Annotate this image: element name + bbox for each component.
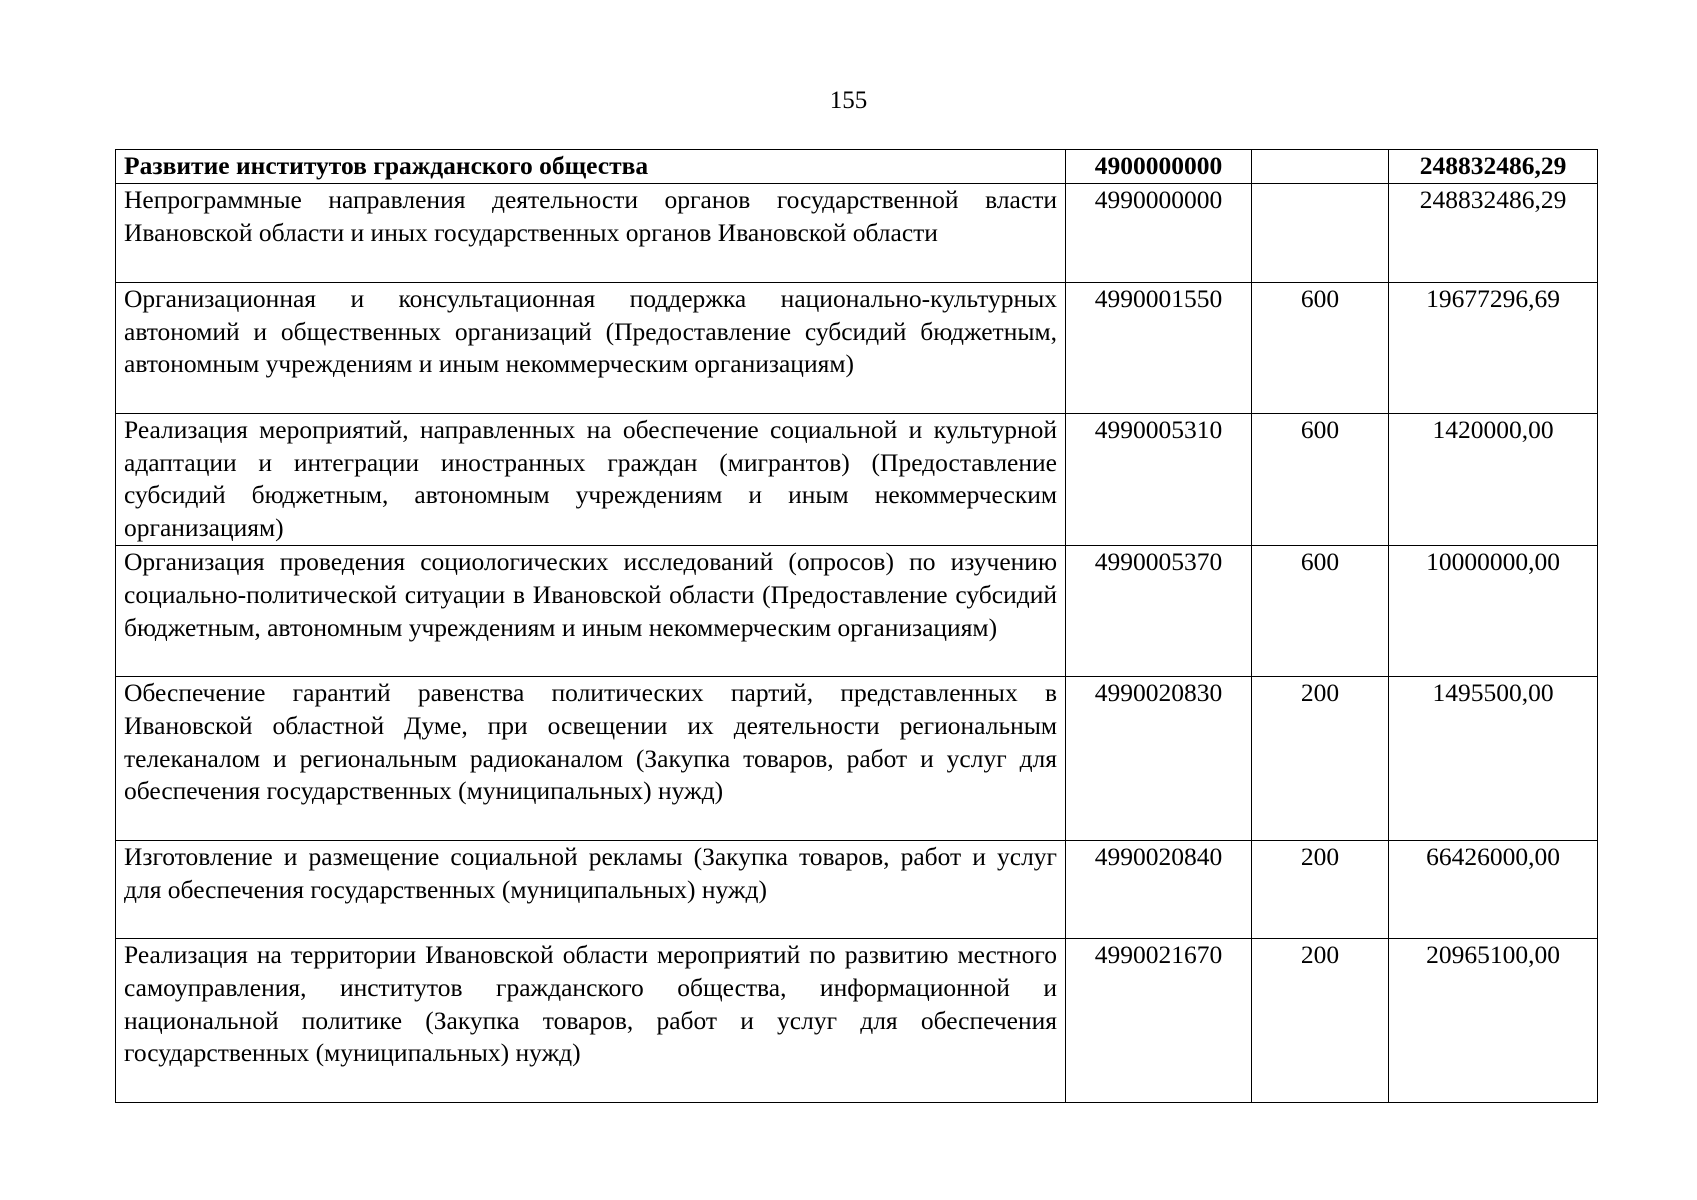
budget-table [115, 149, 1598, 1103]
row-amount-cell: 248832486,29 [1389, 150, 1598, 184]
table-row [116, 545, 1598, 676]
row-code-cell: 4900000000 [1066, 150, 1252, 184]
row-type-cell: 600 [1252, 545, 1389, 676]
row-code-cell: 4990020840 [1066, 840, 1252, 938]
row-name-cell: Реализация мероприятий, направленных на обеспечение социальной и культурной адаптации и интеграции иностранных граждан (мигрантов) (Предоставление субсидий бюджетным, автономным учреждениям и иным некоммерческим организациям) [116, 413, 1066, 545]
table-row [116, 282, 1598, 413]
row-name-cell: Организация проведения социологических исследований (опросов) по изучению социально-политической ситуации в Ивановской области (Предоставление субсидий бюджетным, автономным учреждениям и иным некоммерческим организациям) [116, 545, 1066, 676]
row-name-cell: Обеспечение гарантий равенства политических партий, представленных в Ивановской областной Думе, при освещении их деятельности региональным телеканалом и региональным радиоканалом (Закупка товаров, работ и услуг для обеспечения государственных (муниципальных) нужд) [116, 676, 1066, 840]
row-amount-cell: 19677296,69 [1389, 282, 1598, 413]
row-name-cell: Реализация на территории Ивановской области мероприятий по развитию местного самоуправления, институтов гражданского общества, информационной и национальной политике (Закупка товаров, работ и услуг для обеспечения государственных (муниципальных) нужд) [116, 938, 1066, 1102]
row-amount-cell: 248832486,29 [1389, 183, 1598, 282]
row-name-cell: Непрограммные направления деятельности органов государственной власти Ивановской области и иных государственных органов Ивановской области [116, 183, 1066, 282]
row-type-cell: 600 [1252, 282, 1389, 413]
table-row [116, 676, 1598, 840]
row-amount-cell: 1495500,00 [1389, 676, 1598, 840]
table-row [116, 840, 1598, 938]
row-type-cell: 200 [1252, 840, 1389, 938]
table-row [116, 938, 1598, 1102]
row-name-cell: Изготовление и размещение социальной рекламы (Закупка товаров, работ и услуг для обеспечения государственных (муниципальных) нужд) [116, 840, 1066, 938]
row-code-cell: 4990005370 [1066, 545, 1252, 676]
row-type-cell: 200 [1252, 938, 1389, 1102]
row-code-cell: 4990000000 [1066, 183, 1252, 282]
row-code-cell: 4990021670 [1066, 938, 1252, 1102]
row-type-cell: 200 [1252, 676, 1389, 840]
row-code-cell: 4990005310 [1066, 413, 1252, 545]
row-type-cell [1252, 183, 1389, 282]
table-row [116, 413, 1598, 545]
row-amount-cell: 66426000,00 [1389, 840, 1598, 938]
row-code-cell: 4990001550 [1066, 282, 1252, 413]
row-name-cell: Организационная и консультационная поддержка национально-культурных автономий и общественных организаций (Предоставление субсидий бюджетным, автономным учреждениям и иным некоммерческим организациям) [116, 282, 1066, 413]
page-number: 155 [829, 87, 868, 114]
row-amount-cell: 10000000,00 [1389, 545, 1598, 676]
row-type-cell [1252, 150, 1389, 184]
table-row [116, 183, 1598, 282]
row-amount-cell: 20965100,00 [1389, 938, 1598, 1102]
table-row [116, 150, 1598, 184]
row-type-cell: 600 [1252, 413, 1389, 545]
row-code-cell: 4990020830 [1066, 676, 1252, 840]
row-name-cell: Развитие институтов гражданского общества [116, 150, 1066, 184]
row-amount-cell: 1420000,00 [1389, 413, 1598, 545]
